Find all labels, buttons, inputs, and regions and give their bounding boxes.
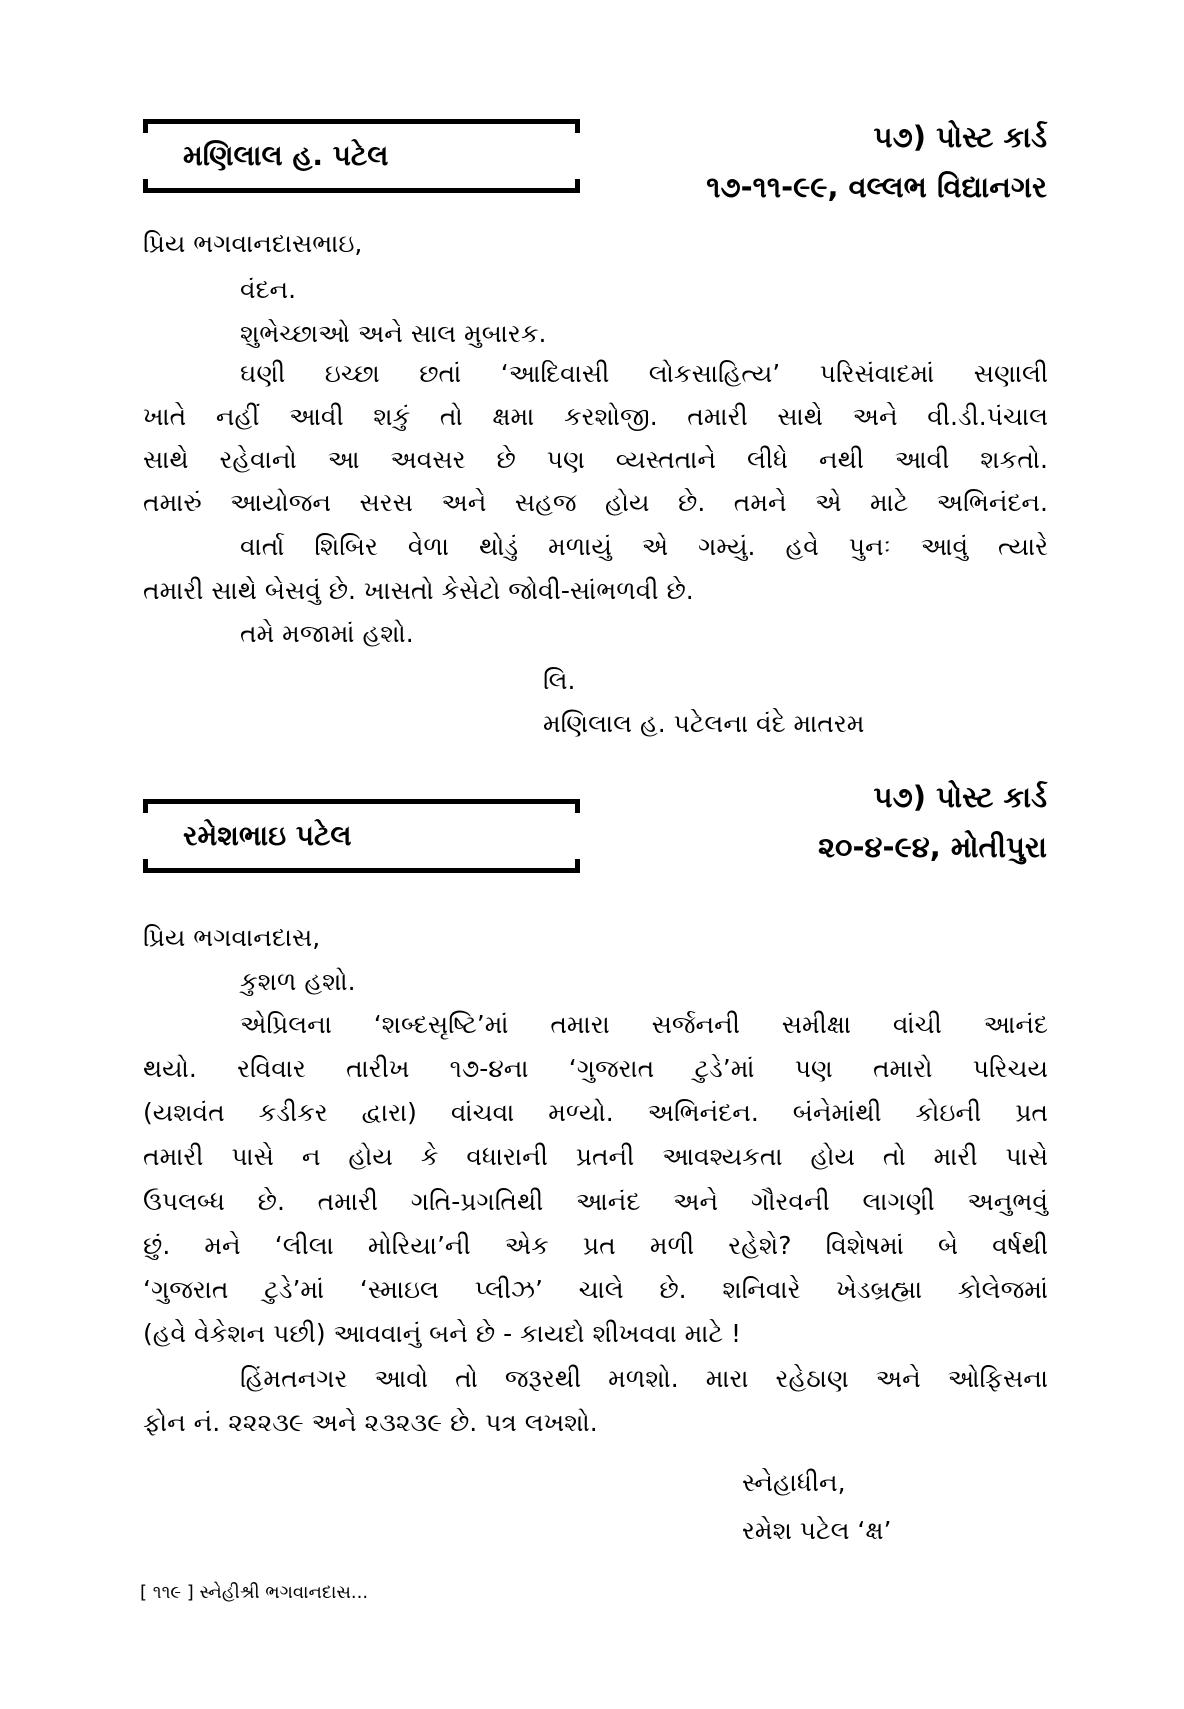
letter2-body-line: થયો. રવિવાર તારીખ ૧૭-૪ના ‘ગુજરાત ટુડે’માં પણ તમારો પરિચય [143, 1054, 1048, 1083]
letter1-sender-name: મણિલાલ હ. પટેલ [183, 139, 389, 172]
letter1-date-place: ૧૭-૧૧-૯૯, વલ્લભ વિદ્યાનગર [706, 170, 1047, 204]
letter2-body-line: છું. મને ‘લીલા મોરિયા’ની એક પ્રત મળી રહેશે? વિશેષમાં બે વર્ષથી [143, 1231, 1048, 1260]
page-footer: [ ૧૧૯ ] સ્નેહીશ્રી ભગવાનદાસ... [140, 1582, 369, 1603]
letter2-body-line: ફોન નં. ૨૨૨૩૯ અને ૨૩૨૩૯ છે. પત્ર લખશો. [143, 1408, 598, 1437]
letter2-body-line: (યશવંત કડીકર દ્વારા) વાંચવા મળ્યો. અભિનંદન. બંનેમાંથી કોઇની પ્રત [143, 1098, 1048, 1127]
frame-bottom-rule [143, 868, 580, 873]
letter1-body-line: તમારું આયોજન સરસ અને સહજ હોય છે. તમને એ માટે અભિનંદન. [143, 488, 1048, 517]
letter1-greeting: વંદન. [240, 275, 297, 304]
letter2-date-place: ૨૦-૪-૯૪, મોતીપુરા [818, 830, 1047, 864]
letter2-body-line: ઉપલબ્ધ છે. તમારી ગતિ-પ્રગતિથી આનંદ અને ગૌરવની લાગણી અનુભવું [143, 1187, 1048, 1216]
letter1-sender-frame [143, 119, 580, 193]
letter2-sender-name: રમેશભાઇ પટેલ [183, 819, 352, 852]
letter2-body-line: ‘ગુજરાત ટુડે’માં ‘સ્માઇલ પ્લીઝ’ ચાલે છે. શનિવારે ખેડબ્રહ્મા કોલેજમાં [143, 1275, 1048, 1304]
letter2-greeting: કુશળ હશો. [240, 967, 356, 996]
letter2-salutation: પ્રિય ભગવાનદાસ, [143, 923, 321, 952]
letter2-body-line: તમારી પાસે ન હોય કે વધારાની પ્રતની આવશ્યકતા હોય તો મારી પાસે [143, 1142, 1048, 1171]
frame-bottom-rule [143, 188, 580, 193]
frame-top-rule [143, 799, 580, 804]
letter1-body-line: તમારી સાથે બેસવું છે. ખાસતો કેસેટો જોવી-સાંભળવી છે. [143, 576, 694, 605]
letter1-body-line: સાથે રહેવાનો આ અવસર છે પણ વ્યસ્તતાને લીધે નથી આવી શકતો. [143, 445, 1048, 474]
letter1-signature: મણિલાલ હ. પટેલના વંદે માતરમ [543, 709, 865, 738]
frame-top-rule [143, 119, 580, 124]
letter1-body-line: ખાતે નહીં આવી શકું તો ક્ષમા કરશોજી. તમારી સાથે અને વી.ડી.પંચાલ [143, 402, 1048, 431]
letter1-sign-label: લિ. [543, 666, 576, 695]
letter1-salutation: પ્રિય ભગવાનદાસભાઇ, [143, 229, 363, 258]
letter2-body-line: (હવે વેકેશન પછી) આવવાનું બને છે - કાયદો શીખવવા માટે ! [143, 1319, 741, 1348]
letter2-signature: રમેશ પટેલ ‘ક્ષ’ [742, 1516, 892, 1545]
letter2-closing: સ્નેહાધીન, [742, 1468, 846, 1497]
letter2-body-line: એપ્રિલના ‘શબ્દસૃષ્ટિ’માં તમારા સર્જનની સમીક્ષા વાંચી આનંદ [240, 1010, 1048, 1039]
letter1-body-line: ઘણી ઇચ્છા છતાં ‘આદિવાસી લોકસાહિત્ય’ પરિસંવાદમાં સણાલી [240, 359, 1048, 388]
letter2-sender-frame [143, 799, 580, 873]
letter1-body-line: તમે મજામાં હશો. [240, 619, 414, 648]
letter2-body-line: હિંમતનગર આવો તો જરૂરથી મળશો. મારા રહેઠાણ અને ઓફિસના [240, 1364, 1048, 1393]
letter2-heading: ૫૭) પોસ્ટ કાર્ડ [873, 780, 1047, 814]
letter1-body-line: વાર્તા શિબિર વેળા થોડું મળાયું એ ગમ્યું. હવે પુનઃ આવું ત્યારે [240, 532, 1048, 561]
letter1-wishes: શુભેચ્છાઓ અને સાલ મુબારક. [240, 319, 547, 348]
letter1-heading: ૫૭) પોસ્ટ કાર્ડ [873, 120, 1047, 154]
